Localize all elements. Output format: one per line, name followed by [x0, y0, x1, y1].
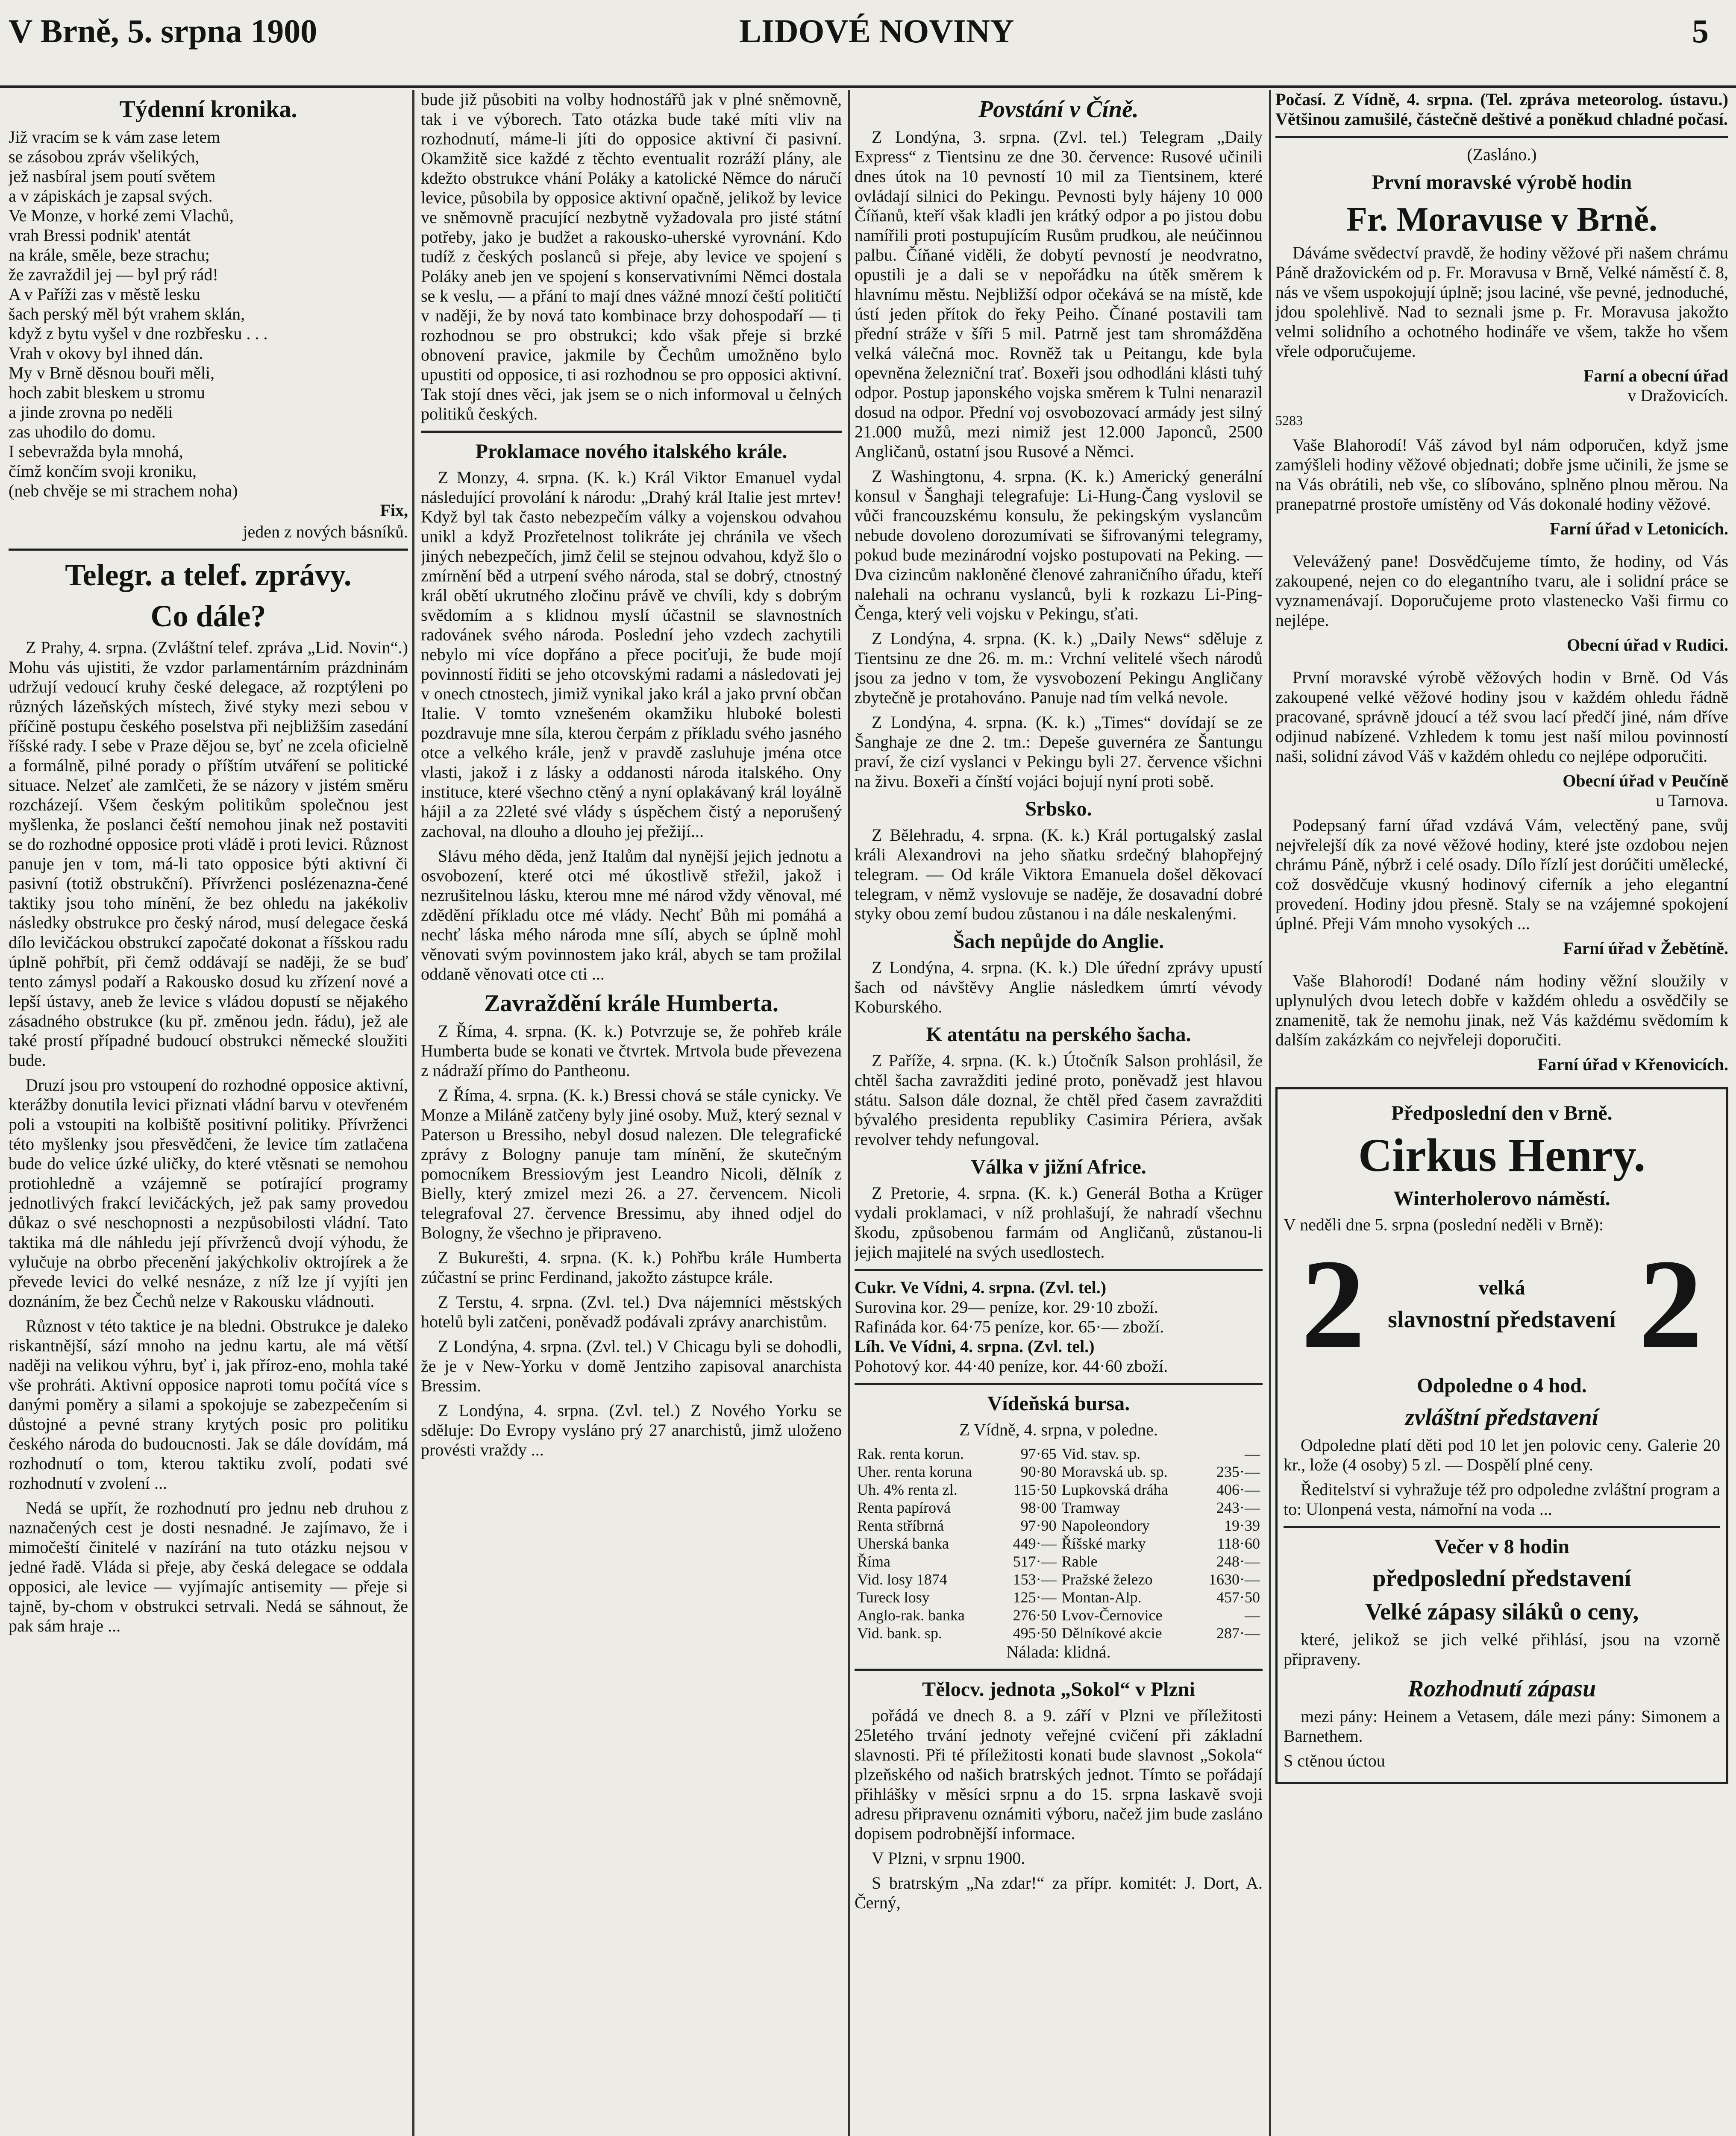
- sach-title: Šach nepůjde do Anglie.: [953, 930, 1164, 953]
- numeral-2: 2: [1639, 1233, 1703, 1375]
- poem-line: a jinde zrovna po neděli: [9, 402, 173, 422]
- poem-line: Ve Monze, v horké zemi Vlachů,: [9, 206, 234, 225]
- testimonial: Vaše Blahorodí! Váš závod byl nám odporučen, když jsme zamýšleli hodiny věžové objednati; dobře jsme učinili, že jsme se na Vás obrátili, neb vše, co slíbováno, splněno plnou měrou. Na pranepatrné prostoře umístěny od Vás dokonalé hodiny věžové.: [1275, 435, 1728, 513]
- ad-text: V neděli dne 5. srpna (poslední neděli v Brně):: [1284, 1215, 1604, 1234]
- burza-row: [855, 1552, 1263, 1570]
- ad-text: které, jelikož se jich velké přihlásí, jsou na vzorně připraveny.: [1284, 1630, 1720, 1669]
- burza-cell: 97·65: [1020, 1445, 1057, 1462]
- article-paragraph: pořádá ve dnech 8. a 9. září v Plzni ve příležitosti 25letého trvání jednoty veřejné cvičení při základní slavnosti. Při té příležitosti konati bude slavnost „Sokola“ plzeňského od našich bratrských jednot. Tímto se pořádají přihlášky v měsíci srpnu a do 15. srpna laskavě svoji adresu připravenu oznámiti výboru, načež jim bude zasláno dopisem podrobnější informace.: [855, 1706, 1263, 1843]
- telegr-section-title: Telegr. a telef. zprávy.: [65, 558, 352, 592]
- column-1: [9, 90, 408, 2136]
- article-paragraph: Z Londýna, 4. srpna. (Zvl. tel.) V Chicagu byli se dohodli, že je v New-Yorku v domě Jentziho zapisoval anarchista Bressim.: [421, 1337, 842, 1395]
- ad-text: slavnostní představení: [1388, 1306, 1616, 1333]
- ad-text: S ctěnou úctou: [1284, 1751, 1385, 1770]
- circus-ad: [1275, 1087, 1728, 1784]
- poem-line: a v zápiskách je zapsal svých.: [9, 186, 213, 205]
- burza-row: [855, 1445, 1263, 1463]
- testimonial-signature-place: u Tarnova.: [1656, 791, 1728, 810]
- article-paragraph: Z Londýna, 4. srpna. (K. k.) „Daily News“ sděluje z Tientsinu ze dne 26. m. m.: Vrchní velitelé všech národů jsou za jedno v tom, že vysvobození Pekingu Angličany zbytečně je protahováno. Panuje nad tím velká nevole.: [855, 629, 1263, 707]
- burza-row: [855, 1499, 1263, 1517]
- column-rule: [1269, 90, 1271, 2136]
- divider: [855, 1383, 1263, 1385]
- testimonial-signature: Farní úřad v Letonicích.: [1550, 519, 1728, 538]
- article-paragraph: Z Monzy, 4. srpna. (K. k.) Král Viktor Emanuel vydal následující provolání k národu: „Drahý král Italie jest mrtev! Když byl tak často nebezpečím války a vojenskou odvahou unikl a když Prozřetelnost tolikráte jej chránila ve všech jiných nebezpečích, jimž čelil se stejnou odvahou, když šlo o zmírnění běd a utrpení svého národa, stal se dobrý, ctnostný král obětí ukrutného zločinu právě ve chvíli, kdy s dobrým svědomím a s klidnou myslí účastnil se slavnostních radovánek svého národa. Poslední jeho vzdech zachytili nebylo mi více dopřáno a přece pociťuji, že bude mojí povinností řiditi se jeho otcovskými radami a následovati jej v onech ctnostech, jimiž vynikal jako král a jako první občan Italie. V tomto vznešeném okamžiku hluboké bolesti pozdravuje mne síla, kterou čerpám z příkladu svého jasného otce a velkého krále, jenž v pravdě zasluhuje jména otce vlasti, jakož i z lásky a oddanosti národa italského. Ony instituce, které všechno ctěný a nyní oplakávaný král loyálně hájil a za 22leté své vlády s úspěchem čistý a neporušený zachoval, na dlouho a dlouho jej přežijí...: [421, 468, 842, 841]
- article-paragraph: Nedá se upřít, že rozhodnutí pro jednu neb druhou z naznačených cest je dosti nesnadné. Je zajímavo, že i mimočeští činitelé v nazírání na tuto otázku nejsou v jedné řadě. Vláda si přeje, aby česká delegace se oddala opposici, ale levice — vyjímajíc antisemity — přeje si tajně, by-chom v obstrukci setrvali. Nedá se sáhnout, že pak sám hraje ...: [9, 1498, 408, 1635]
- ad-text: zvláštní představení: [1405, 1404, 1599, 1431]
- burza-cell: Vid. stav. sp.: [1061, 1445, 1141, 1462]
- burza-cell: 1630·—: [1209, 1571, 1260, 1588]
- co-dale-title: Co dále?: [150, 599, 266, 633]
- burza-cell: Uher. renta koruna: [857, 1463, 972, 1480]
- burza-row: [855, 1570, 1263, 1588]
- ad-number: 5283: [1275, 413, 1303, 428]
- article-paragraph: Z Terstu, 4. srpna. (Zvl. tel.) Dva nájemníci městských hotelů byli zatčeni, poněvadž podávali zprávy anarchistům.: [421, 1292, 842, 1331]
- burza-title: Vídeňská bursa.: [987, 1392, 1130, 1415]
- testimonial-signature: Obecní úřad v Rudici.: [1567, 635, 1728, 654]
- poem-line: My v Brně děsnou bouři měli,: [9, 363, 215, 382]
- ad-text: Velké zápasy siláků o ceny,: [1365, 1599, 1639, 1625]
- ad-center: [1369, 1270, 1634, 1338]
- burza-table: [855, 1445, 1263, 1642]
- burza-cell: —: [1245, 1607, 1260, 1624]
- burza-cell: Říma: [857, 1553, 890, 1570]
- ad-text: Rozhodnutí zápasu: [1407, 1675, 1596, 1702]
- burza-cell: Moravská ub. sp.: [1061, 1463, 1168, 1480]
- kronika-title: Týdenní kronika.: [119, 96, 297, 123]
- header-date: V Brně, 5. srpna 1900: [9, 12, 317, 50]
- burza-cell: Tramway: [1061, 1499, 1120, 1516]
- article-paragraph: Slávu mého děda, jenž Italům dal nynější jejich jednotu a osvobození, které otci mé úkostlivě střežil, jakož i nezrušitelnou lásku, kterou mne mé národ vždy věnoval, mé zdědění příkladu otce mé vlády. Nechť Bůh mi pomáhá a nechť láska mého národa mne sílí, abych se úplně mohl věnovati svým povinnostem jako král, abych se tam prožilal oddaně věnovati otce cti ...: [421, 846, 842, 983]
- burza-cell: Pražské železo: [1061, 1571, 1153, 1588]
- sokol-title: Tělocv. jednota „Sokol“ v Plzni: [922, 1678, 1195, 1701]
- price-line: Surovina kor. 29— peníze, kor. 29·10 zboží.: [855, 1297, 1158, 1317]
- kronika-signature: Fix,: [380, 501, 408, 520]
- burza-cell: Vid. losy 1874: [857, 1571, 947, 1588]
- burza-cell: Lupkovská dráha: [1061, 1481, 1168, 1498]
- burza-row: [855, 1535, 1263, 1552]
- burza-cell: 243·—: [1216, 1499, 1260, 1516]
- poem-line: (neb chvěje se mi strachem noha): [9, 481, 238, 500]
- page-header: [0, 0, 1736, 88]
- burza-cell: Uh. 4% renta zl.: [857, 1481, 958, 1498]
- burza-cell: 287·—: [1216, 1625, 1260, 1642]
- ad-text: předposlední představení: [1372, 1565, 1631, 1592]
- poem-line: čímž končím svoji kroniku,: [9, 461, 197, 481]
- poem-line: A v Paříži zas v městě lesku: [9, 285, 200, 304]
- poem-line: I sebevražda byla mnohá,: [9, 442, 183, 461]
- proklamace-title: Proklamace nového italského krále.: [475, 440, 787, 463]
- divider: [421, 431, 842, 433]
- ad-text: Ředitelství si vyhražuje též pro odpoledne zvláštní program a to: Ulonpená vesta, námořní na voda ...: [1284, 1480, 1720, 1519]
- burza-row: [855, 1588, 1263, 1606]
- sokol-sign: S bratrským „Na zdar!“ za přípr. komitét: J. Dort, A. Černý,: [855, 1873, 1263, 1912]
- burza-cell: 276·50: [1013, 1607, 1057, 1624]
- page-number: 5: [1692, 12, 1709, 50]
- burza-cell: Rak. renta korun.: [857, 1445, 964, 1462]
- burza-cell: Uherská banka: [857, 1535, 949, 1552]
- price-line: Cukr. Ve Vídni, 4. srpna. (Zvl. tel.): [855, 1278, 1107, 1297]
- burza-row: [855, 1517, 1263, 1535]
- burza-row: [855, 1481, 1263, 1499]
- burza-cell: Napoleondory: [1061, 1517, 1150, 1534]
- column-3: [855, 90, 1263, 2136]
- poem-line: když z bytu vyšel v dne rozbřesku . . .: [9, 324, 268, 343]
- article-paragraph: Druzí jsou pro vstoupení do rozhodné opposice aktivní, kterážby donutila levici přiznati vládní barvu v otevřeném poli a vstoupiti na kolbiště positivní politiky. Přívrženci této myšlenky jsou přesvědčeni, že levice tím zatlačena bude do velice úzké uličky, do které vtěsnati se nemohou protiohledně a vzájemně se potírající programy jednotlivých frakcí levičáckých, jež pak samy provedou důkaz o své neschopnosti a nezpůsobilosti vládní. Tato taktika má dle náhledu její přívrženců dvojí výhodu, že vylučuje na obrbo přecenění jakýchkoliv oktrojírek a že převede levici do velké nesnáze, z níž lze jí vyjíti jen doznáním, že bez Čechů nelze v Rakousku vládnouti.: [9, 1075, 408, 1311]
- article-paragraph: Z Prahy, 4. srpna. (Zvláštní telef. zpráva „Lid. Novin“.) Mohu vás ujistiti, že vzdor parlamentárním prázdninám udržují vedoucí kruhy české delegace, až rozptýleni po různých lázeňských místech, živé styky mezi sebou v příčině postupu českého poselstva při nejbližším zasedání říšské rady. I sebe v Praze dějou se, byť ne zcela oficielně a formálně, pilné porady o příštím utváření se politické situace. Nelzeť ale zamlčeti, že se názory v jistém směru rozcházejí. Všem českým politikům společnou jest myšlenka, že poslanci čeští nemohou jinak než postaviti se do rozhodné opposice proti vládě i proti levici. Různost panuje jen v tom, má-li tato opposice býti aktivní či pasivní (totiž obstrukční). Přívrženci poslézenazna-čené taktiky jsou toho mínění, že bez ohledu na jakékoliv následky obstrukce pro český národ, musí delegace česká dílo levičáckou obstrukcí započaté dokonat a říšskou radu úplně pohřbít, při čemž oddávají se naději, že se buď tento zámysl podaří a Rakousko dosud ku zřízení nové a lepší ústavy, aneb že levice s vládou dopustí se nějakého zásadného obstrukce (ku př. změnou jedn. řádu), jež ale také prostí případné budoucí obstrukci německé sloužiti bude.: [9, 638, 408, 1070]
- burza-cell: 449·—: [1013, 1535, 1057, 1552]
- burza-row: [855, 1606, 1263, 1624]
- burza-cell: 153·—: [1013, 1571, 1057, 1588]
- header-title: LIDOVÉ NOVINY: [739, 12, 1014, 50]
- burza-cell: Vid. bank. sp.: [857, 1625, 942, 1642]
- divider: [9, 549, 408, 551]
- poem-line: že zavraždil jej — byl prý rád!: [9, 265, 218, 284]
- poem-line: hoch zabit bleskem u stromu: [9, 383, 205, 402]
- burza-cell: Renta papírová: [857, 1499, 951, 1516]
- weather-report: Počasí. Z Vídně, 4. srpna. (Tel. zpráva meteorolog. ústavu.) Většinou zamušilé, částečně deštivé a poněkud chladné počasí.: [1275, 90, 1728, 129]
- burza-subtitle: Z Vídně, 4. srpna, v poledne.: [959, 1420, 1158, 1439]
- article-paragraph: Z Paříže, 4. srpna. (K. k.) Útočník Salson prohlásil, že chtěl šacha zavražditi jediné proto, poněvadž jest hlavou státu. Salson dále doznal, že chtěl před časem zavražditi bývalého presidenta republiky Casimira Périera, avšak revolver tehdy nefungoval.: [855, 1051, 1263, 1149]
- valka-title: Válka v jižní Africe.: [971, 1156, 1146, 1178]
- testimonial-signature: Farní úřad v Křenovicích.: [1537, 1055, 1728, 1074]
- ad-text: Odpoledne o 4 hod.: [1417, 1374, 1587, 1397]
- burza-cell: 98·00: [1020, 1499, 1057, 1516]
- poem-line: se zásobou zpráv všelikých,: [9, 147, 200, 166]
- article-paragraph: Z Říma, 4. srpna. (K. k.) Potvrzuje se, že pohřeb krále Humberta bude se konati ve čtvrtek. Mrtvola bude převezena z nádraží přímo do Pantheonu.: [421, 1021, 842, 1080]
- burza-cell: 235·—: [1216, 1463, 1260, 1480]
- testimonial: Vaše Blahorodí! Dodané nám hodiny věžní sloužily v uplynulých dvou letech dobře v každém ohledu a osvědčily se znamenitě, tak že nemohu jinak, než Vás každému svědomím k dalším zakázkám co nejvřeleji doporučiti.: [1275, 971, 1728, 1049]
- column-rule: [848, 90, 850, 2136]
- poem-line: Již vracím se k vám zase letem: [9, 127, 220, 147]
- poem-line: vrah Bressi podnik' atentát: [9, 226, 191, 245]
- poem-line: jež nasbíral jsem poutí světem: [9, 167, 216, 186]
- burza-cell: Dělníkové akcie: [1061, 1625, 1162, 1642]
- burza-cell: Renta stříbrná: [857, 1517, 944, 1534]
- numeral-2: 2: [1301, 1233, 1365, 1375]
- testimonial: Dáváme svědectví pravdě, že hodiny věžové při našem chrámu Páně dražovickém od p. Fr. Moravusa v Brně, Velké náměstí č. 8, nás ve všem uspokojují úplně; jsou laciné, vše pevné, jednoduché, jdou spolehlivě. Nad to seznali jsme p. Fr. Moravusa jakožto velmi solidního a ochotného hodináře ve všem, takže ho všem vřele odporučujeme.: [1275, 243, 1728, 361]
- divider: [855, 1669, 1263, 1671]
- article-paragraph: Z Londýna, 4. srpna. (K. k.) „Times“ dovídají se ze Šanghaje ze dne 2. tm.: Depeše guvernéra ze Šantungu praví, že cizí vyslanci v Pekingu byli 27. července všichni na živu. Boxeři a čínští vojáci bojují nyní proti sobě.: [855, 713, 1263, 791]
- ad-text: Odpoledne platí děti pod 10 let jen polovic ceny. Galerie 20 kr., lože (4 osoby) 5 zl. — Dospělí plné ceny.: [1284, 1435, 1720, 1474]
- testimonial-signature: Farní úřad v Žebětíně.: [1563, 939, 1728, 958]
- burza-cell: 457·50: [1216, 1589, 1260, 1606]
- testimonial-signature: Obecní úřad v Peučíně: [1563, 771, 1728, 790]
- burza-cell: Říšské marky: [1061, 1535, 1146, 1552]
- burza-cell: Montan-Alp.: [1061, 1589, 1142, 1606]
- article-paragraph: Z Londýna, 4. srpna. (Zvl. tel.) Z Nového Yorku se sděluje: Do Evropy vysláno prý 27 anarchistů, jimž uloženo provésti vraždy ...: [421, 1401, 842, 1459]
- article-paragraph: Z Pretorie, 4. srpna. (K. k.) Generál Botha a Krüger vydali proklamaci, v níž prohlašují, že nahradí všechnu škodu, způsobenou farmám od Angličanů, zůstanou-li jejich majitelé na svých usedlostech.: [855, 1183, 1263, 1262]
- price-line: Pohotový kor. 44·40 peníze, kor. 44·60 zboží.: [855, 1356, 1168, 1376]
- povstani-title: Povstání v Číně.: [978, 96, 1139, 123]
- sokol-sign: V Plzni, v srpnu 1900.: [872, 1848, 1025, 1868]
- testimonial: Velevážený pane! Dosvědčujeme tímto, že hodiny, od Vás zakoupené, nejen co do elegantního tvaru, ale i solidní práce se vyznamenávají. Doporučujeme proto vlastenecko Vaši firmu co nejlépe.: [1275, 552, 1728, 630]
- circus-name: Cirkus Henry.: [1358, 1129, 1646, 1181]
- zasláno-label: (Zasláno.): [1467, 145, 1537, 164]
- srbsko-title: Srbsko.: [1025, 798, 1092, 820]
- price-line: Rafináda kor. 64·75 peníze, kor. 65·— zboží.: [855, 1317, 1164, 1336]
- testimonial: První moravské výrobě věžových hodin v Brně. Od Vás zakoupené velké věžové hodiny jsou v každém ohledu řádně pracované, správně jdoucí a též svou lací předčí jiné, nám dříve odjinud nabízené. Vzhledem k tomu jest naší milou povinností naši, solidní závod Váš v každém ohledu co nejlépe odporučiti.: [1275, 668, 1728, 766]
- ad-text: mezi pány: Heinem a Vetasem, dále mezi pány: Simonem a Barnethem.: [1284, 1707, 1720, 1746]
- burza-cell: 248·—: [1216, 1553, 1260, 1570]
- poem-line: šach perský měl být vrahem sklán,: [9, 304, 245, 323]
- atentat-title: K atentátu na perského šacha.: [926, 1023, 1191, 1046]
- article-paragraph: bude již působiti na volby hodnostářů jak v plné sněmovně, tak i ve výborech. Tato otázka bude také míti vliv na rozhodnutí, máme-li jíti do opposice aktivní či pasivní. Okamžitě sice každé z těchto eventualit rozráží plány, ale kdežto obstrukce vhání Poláky a katolické Němce do náručí levice, působila by opposice aktivní opačně, jelikož by levice ve sněmovně pracující nezbytně vyžadovala pro jisté státní potřeby, jako je budžet a rakousko-uherské vyrovnání. Kdo tudíž z českých poslanců si přeje, aby levice ve spojení s Poláky aneb jen ve spojení s konservativními Němci dostala se k veslu, — a přání to mají dnes vážné mnozí čeští političtí v naději, že by nová tato kombinace brzy dohospodaří — ti rozhodnou se pro obstrukci; kdo však přeje si brzké obnovení pravice, jakmile by Čechům umožněno bylo upustiti od opposice, ti asi rozhodnou se pro opposici aktivní. Tak stojí dnes věci, jak jsem se o nich informoval u čelných politiků českých.: [421, 90, 842, 423]
- ad-text: Večer v 8 hodin: [1434, 1535, 1570, 1558]
- kronika-poem: [9, 127, 408, 501]
- burza-cell: Rable: [1061, 1553, 1098, 1570]
- ad-text: velká: [1478, 1276, 1525, 1299]
- burza-cell: 125·—: [1013, 1589, 1057, 1606]
- burza-cell: 90·80: [1020, 1463, 1057, 1480]
- poem-line: zas uhodilo do domu.: [9, 422, 156, 441]
- article-paragraph: Z Londýna, 3. srpna. (Zvl. tel.) Telegram „Daily Express“ z Tientsinu ze dne 30. července: Rusové učinili dnes útok na 10 pevností 10 mil za Tientsinem, které ovládají silnici do Pekingu. Pevnosti byly hájeny 10 000 Číňanů, kteří však kladli jen krátký odpor a po jistou dobu namířili proti postupujícím Rusům prudkou, ale neúčinnou palbu. Číňané viděli, že dobytí pevností je neodvratno, opustili je a dali se v nepořádku na útěk směrem k hlavnímu městu. Nejbližší odpor očekává se na místě, kde ústí jeden přítok do řeky Peiho. Čínané postavili tam přední stráže v šíři 5 mil. Patrně jest tam shromážděna velká válečná moc. Rovněž tak u Peitangu, kde byla opevněna železniční trať. Boxeři jsou odhodláni klásti tuhý odpor. Postup japonského vojska směrem k Tulni nenarazil dosud na odpor. Přední voj osvobozovací armády jest silný 21.000 mužů, mezi nimiž jest 12.000 Japonců, 2500 Angličanů, ostatní jsou Rusové a Němci.: [855, 127, 1263, 461]
- article-paragraph: Z Washingtonu, 4. srpna. (K. k.) Americký generální konsul v Šanghaji telegrafuje: Li-Hung-Čang vyslovil se vůči francouzskému konsulu, že pekingským vyslancům nebude dovoleno dorozumívati se šifrovanými telegramy, pokud bude mezinárodní vojsko postupovati na Peking. — Dva cizincům nakloněné členové zahraničního úřadu, kteří nalehali na ochranu vyslanců, byli k rozkazu Li-Ping-Čenga, který veli vojsku v Pekingu, sťati.: [855, 467, 1263, 623]
- column-rule: [412, 90, 414, 2136]
- burza-cell: 19·39: [1224, 1517, 1260, 1534]
- burza-cell: 406·—: [1216, 1481, 1260, 1498]
- burza-cell: Tureck losy: [857, 1589, 930, 1606]
- firm-name: Fr. Moravuse v Brně.: [1346, 201, 1658, 238]
- testimonial: Podepsaný farní úřad vzdává Vám, velectěný pane, svůj nejvřelejší dík za nové věžové hodiny, které jste ozdobou nejen chrámu Páně, nýbrž i celé osady. Dílo řízlí jest dorúčiti umělecké, což dosvědčuje vkusný hodinový ciferník a jeho elegantní provedení. Hodiny jdou přesně. Staly se na vzájemné spokojení úplné. Přeji Vám mnoho vysokých ...: [1275, 816, 1728, 933]
- burza-cell: —: [1245, 1445, 1260, 1462]
- article-paragraph: Různost v této taktice je na bledni. Obstrukce je daleko riskantnější, sází mnoho na jednu kartu, ale má větší naději na velikou výhru, byť i, jak příroz-eno, mohla také vše prohráti. Aktivní opposice naproti tomu počítá více s danými poměry a silami a spokojuje se zabezpečením si důstojné a pevné strany krytých posic pro politiku českého národa do budoucnosti. Jak se dále dovídám, má rozhodnutí o tom, kterou taktiku zvolí, podati své rozhodnutí v zvolení ...: [9, 1316, 408, 1493]
- article-paragraph: Z Bělehradu, 4. srpna. (K. k.) Král portugalský zaslal králi Alexandrovi na jeho sňatku srdečný blahopřejný telegram. — Od krále Viktora Emanuela došel děkovací telegram, v němž vyslovuje se naděje, že dosavadní dobré styky obou zemí budou zůstanou i na dále neskalenými.: [855, 825, 1263, 923]
- divider: [855, 1269, 1263, 1271]
- burza-row: [855, 1624, 1263, 1642]
- poem-line: Vrah v okovy byl ihned dán.: [9, 343, 203, 363]
- price-line: Líh. Ve Vídni, 4. srpna. (Zvl. tel.): [855, 1337, 1095, 1356]
- burza-footer: Nálada: klidná.: [1006, 1642, 1111, 1661]
- burza-cell: 517·—: [1013, 1553, 1057, 1570]
- hodin-title: První moravské výrobě hodin: [1372, 171, 1632, 194]
- cukr-prices: [855, 1278, 1263, 1376]
- column-4: [1275, 90, 1728, 2136]
- circus-place: Winterholerovo náměstí.: [1393, 1187, 1610, 1210]
- burza-cell: Lvov-Černovice: [1061, 1607, 1163, 1624]
- column-2: [421, 90, 842, 2136]
- ad-heading: Předposlední den v Brně.: [1391, 1102, 1613, 1124]
- ad-block: [1284, 1233, 1720, 1375]
- poem-line: na krále, směle, beze strachu;: [9, 245, 210, 264]
- burza-cell: 495·50: [1013, 1625, 1057, 1642]
- testimonial-signature: Farní a obecní úřad: [1583, 366, 1728, 385]
- article-paragraph: Z Londýna, 4. srpna. (K. k.) Dle úřední zprávy upustí šach od návštěvy Anglie následkem úmrtí vévody Koburského.: [855, 958, 1263, 1016]
- burza-cell: 118·60: [1217, 1535, 1260, 1552]
- zavrazdeni-title: Zavraždění krále Humberta.: [484, 990, 779, 1017]
- kronika-signature-note: jeden z nových básníků.: [243, 522, 408, 541]
- burza-cell: 97·90: [1020, 1517, 1057, 1534]
- testimonial-signature-place: v Dražovicích.: [1627, 386, 1728, 405]
- burza-cell: Anglo-rak. banka: [857, 1607, 965, 1624]
- burza-cell: 115·50: [1013, 1481, 1057, 1498]
- divider: [1275, 136, 1728, 138]
- burza-row: [855, 1463, 1263, 1481]
- article-paragraph: Z Říma, 4. srpna. (K. k.) Bressi chová se stále cynicky. Ve Monze a Miláně zatčeny byly jiné osoby. Muž, který seznal v Paterson u Bressiho, nebyl dosud nalezen. Dle telegrafické zprávy z Bologny panuje tam mínění, že skutečným pomocníkem Bressiovým jest Leandro Nicoli, dělník z Bielly, který zmizel mezi 26. a 27. červencem. Nicoli telegrafoval 27. července Bressimu, aby ihned odjel do Bologny, že všechno je připraveno.: [421, 1086, 842, 1242]
- divider: [1284, 1526, 1720, 1528]
- article-paragraph: Z Bukurešti, 4. srpna. (K. k.) Pohřbu krále Humberta zúčastní se princ Ferdinand, jakožto zástupce krále.: [421, 1248, 842, 1287]
